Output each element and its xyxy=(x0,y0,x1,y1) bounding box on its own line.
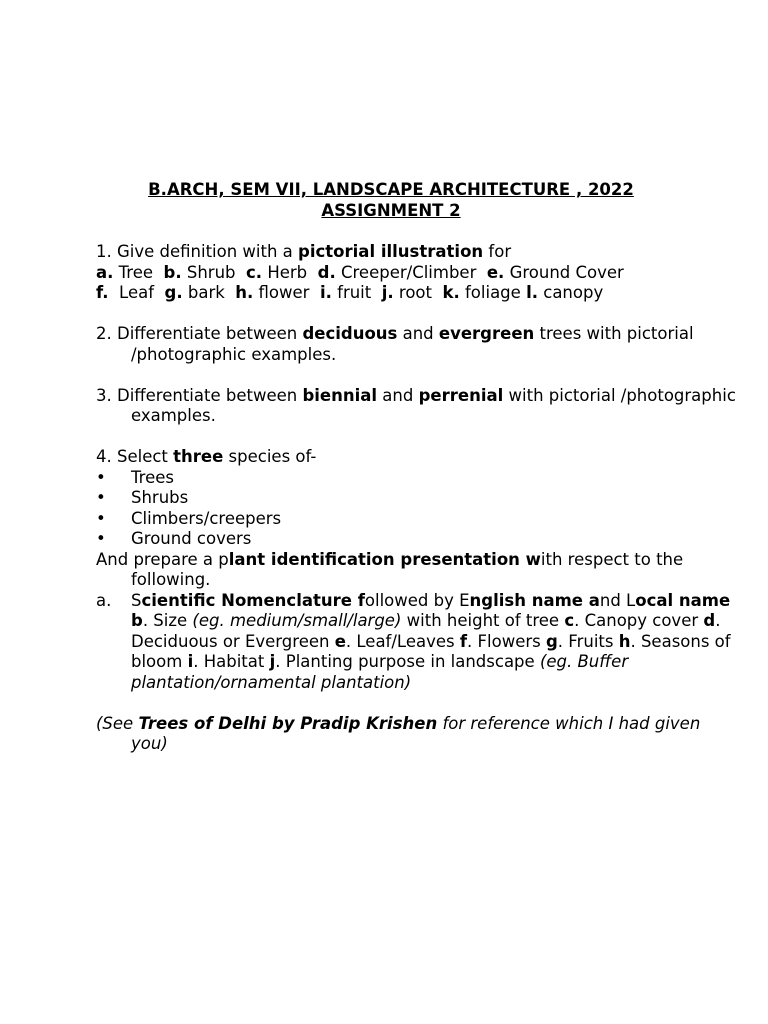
presentation-instruction: And prepare a plant identification presentation with respect to the following. xyxy=(96,549,684,589)
list-letter: g. xyxy=(164,283,183,302)
list-letter: h. xyxy=(235,283,254,302)
list-term: Leaf xyxy=(108,283,165,302)
assignment-title: ASSIGNMENT 2 xyxy=(321,200,461,220)
question-3: 3. Differentiate between biennial and perrenial with pictorial /photographic examples. xyxy=(96,385,736,425)
question-1-list-row-1 xyxy=(96,263,736,284)
list-term: Herb xyxy=(262,262,318,282)
reference-note: (See Trees of Delhi by Pradip Krishen for reference which I had given you) xyxy=(96,713,701,753)
assignment-body xyxy=(96,242,736,755)
list-letter: c. xyxy=(246,262,263,282)
course-title: B.ARCH, SEM VII, LANDSCAPE ARCHITECTURE , 2022 xyxy=(148,180,634,199)
question-4: 4. Select three species of- xyxy=(96,447,317,466)
question-1: 1. Give definition with a pictorial illustration for xyxy=(96,242,512,261)
list-letter: j. xyxy=(381,283,394,302)
list-term: root xyxy=(393,283,443,302)
list-term: bark xyxy=(182,283,236,302)
list-letter: d. xyxy=(317,262,336,282)
list-letter: e. xyxy=(486,262,505,282)
list-letter: a. xyxy=(96,262,114,282)
list-letter: i. xyxy=(319,283,332,302)
list-letter: l. xyxy=(526,283,538,302)
question-1-list-row-2 xyxy=(96,283,736,304)
list-term: Creeper/Climber xyxy=(335,262,487,282)
list-term: foliage xyxy=(459,283,527,302)
list-term: canopy xyxy=(538,283,604,302)
list-letter: b. xyxy=(163,262,182,282)
question-2: 2. Differentiate between deciduous and evergreen trees with pictorial /photographic examples. xyxy=(96,324,694,364)
list-item: • Shrubs xyxy=(96,488,189,507)
list-item: • Ground covers xyxy=(96,529,252,548)
list-letter: k. xyxy=(442,283,460,302)
list-term: fruit xyxy=(331,283,382,302)
list-term: Shrub xyxy=(181,262,247,282)
list-term: flower xyxy=(253,283,320,302)
assignment-heading xyxy=(0,180,768,221)
list-term: Ground Cover xyxy=(504,262,624,282)
list-item: • Climbers/creepers xyxy=(96,508,282,528)
list-term: Tree xyxy=(113,262,164,282)
list-letter: f. xyxy=(96,283,109,302)
presentation-criteria: a. Scientific Nomenclature followed by English name and Local name b. Size (eg. medium/small/large) with height of tree c. Canopy cover d. Deciduous or Evergreen e. Leaf/Leaves f. Flowers g. Fruits h. Seasons of bloom i. Habitat j. Planting purpose in landscape (eg. Buffer plantation/ornamental plantation) xyxy=(96,590,731,692)
list-item: • Trees xyxy=(96,467,174,487)
